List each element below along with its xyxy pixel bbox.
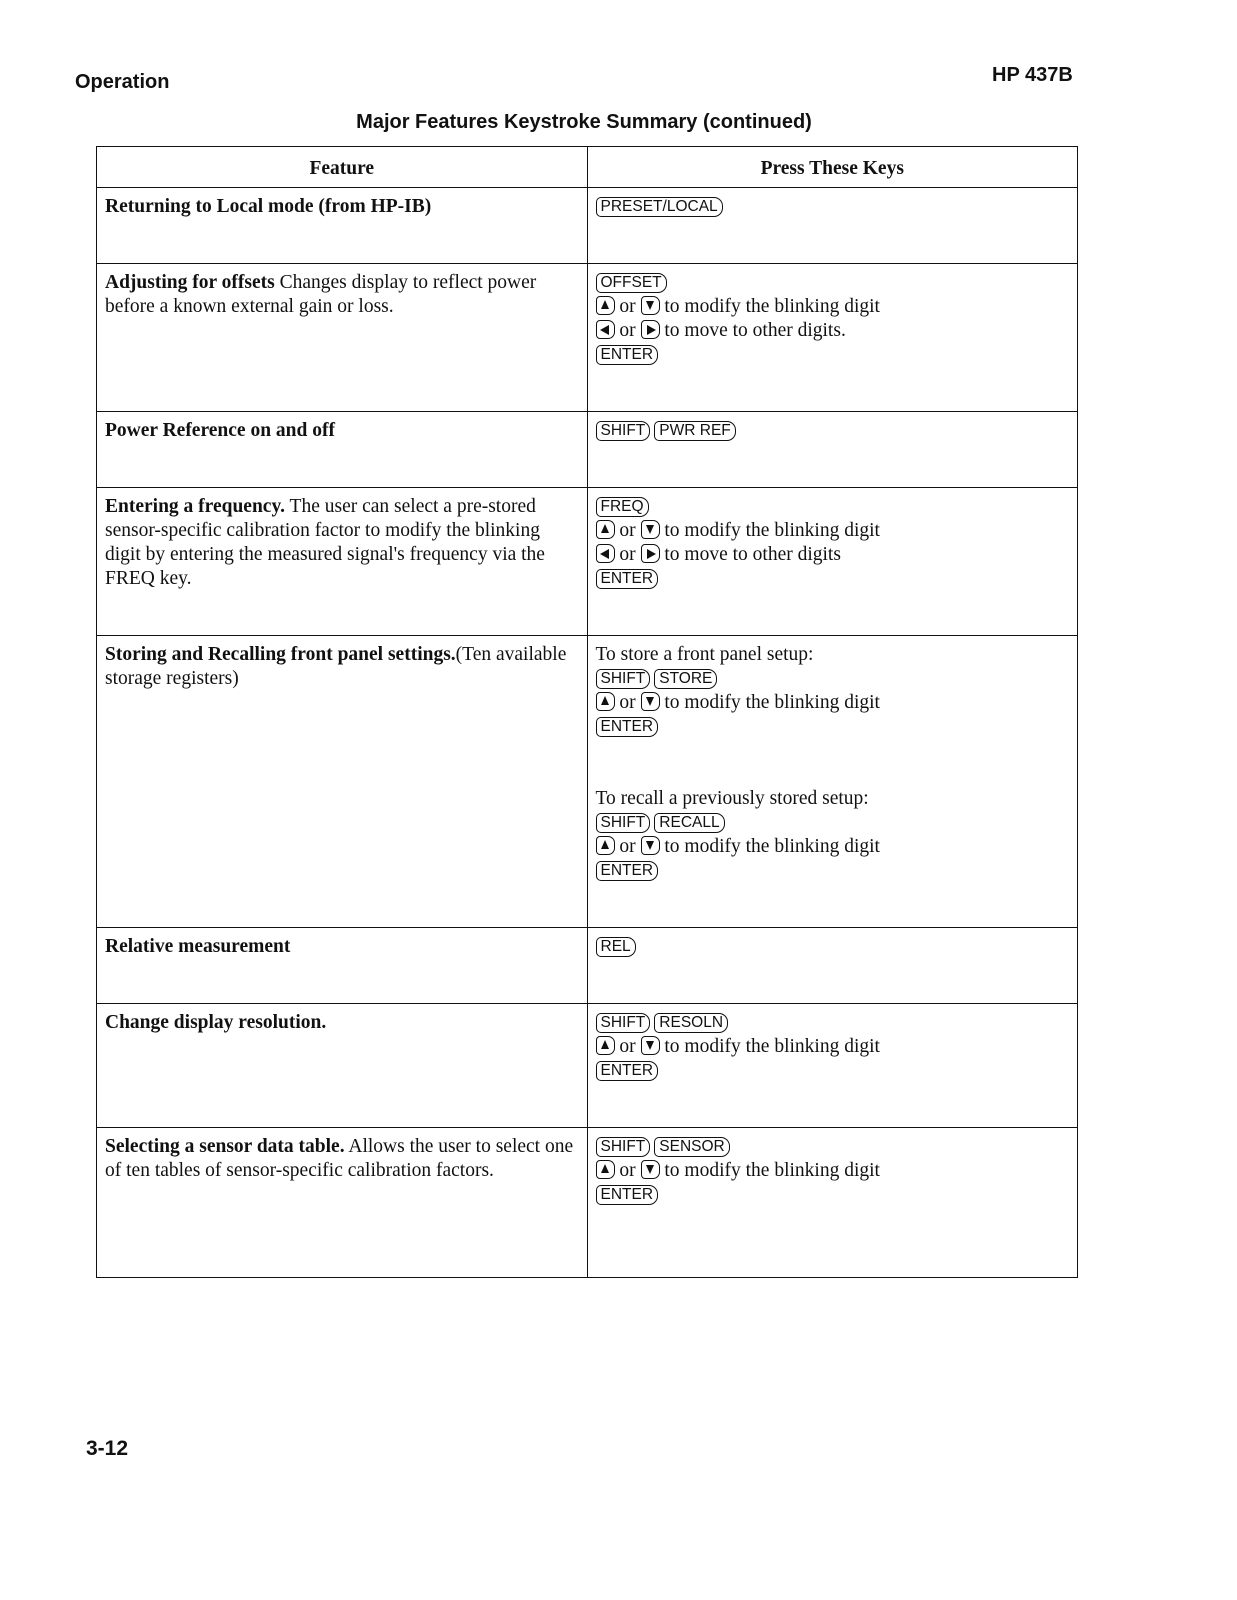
page-title: Major Features Keystroke Summary (continued) <box>356 111 812 133</box>
recall-intro: To recall a previously stored setup: <box>595 788 869 809</box>
feature-name: Power Reference on and off <box>105 420 335 441</box>
feature-name: Change display resolution. <box>105 1012 327 1033</box>
feature-name: Adjusting for offsets <box>105 272 275 293</box>
table-header-row <box>97 147 1078 188</box>
feature-description: Allows the user to select one of ten tables of sensor-specific calibration factors. <box>105 1136 574 1181</box>
instruction-text: to modify the blinking digit <box>664 692 880 713</box>
feature-description: (Ten available storage registers) <box>105 644 567 689</box>
up-arrow-key-icon <box>596 520 615 539</box>
enter-key: ENTER <box>596 717 659 737</box>
down-arrow-key-icon <box>641 692 660 711</box>
feature-cell <box>97 488 588 636</box>
feature-name: Storing and Recalling front panel settings. <box>105 644 456 665</box>
feature-name: Entering a frequency. <box>105 496 286 517</box>
table-row <box>97 412 1078 488</box>
enter-key: ENTER <box>596 1061 659 1081</box>
shift-key: SHIFT <box>596 669 651 689</box>
table-row <box>97 488 1078 636</box>
offset-key: OFFSET <box>596 273 667 293</box>
shift-key: SHIFT <box>596 421 651 441</box>
freq-key: FREQ <box>596 497 649 517</box>
instruction-text: to move to other digits. <box>664 320 846 341</box>
keys-cell <box>587 636 1078 928</box>
shift-key: SHIFT <box>596 1137 651 1157</box>
or-text: or <box>619 1036 636 1057</box>
keys-cell <box>587 1128 1078 1278</box>
feature-description: The user can select a pre-stored sensor-specific calibration factor to modify the blinking digit by entering the measured signal's frequency via the FREQ key. <box>105 496 545 589</box>
store-intro: To store a front panel setup: <box>595 644 814 665</box>
down-arrow-key-icon <box>641 1160 660 1179</box>
table-row <box>97 1128 1078 1278</box>
instruction-text: to modify the blinking digit <box>664 836 880 857</box>
model-name: HP 437B <box>992 64 1073 86</box>
keys-cell <box>587 928 1078 1004</box>
up-arrow-key-icon <box>596 1036 615 1055</box>
or-text: or <box>619 692 636 713</box>
feature-description: Changes display to reflect power before a known external gain or loss. <box>105 272 537 317</box>
enter-key: ENTER <box>596 345 659 365</box>
or-text: or <box>619 520 636 541</box>
feature-name: Returning to Local mode (from HP-IB) <box>105 196 432 217</box>
instruction-text: to modify the blinking digit <box>664 1036 880 1057</box>
or-text: or <box>619 296 636 317</box>
keys-cell <box>587 188 1078 264</box>
section-title: Operation <box>75 71 170 93</box>
resoln-key: RESOLN <box>654 1013 728 1033</box>
enter-key: ENTER <box>596 1185 659 1205</box>
down-arrow-key-icon <box>641 296 660 315</box>
table-row <box>97 1004 1078 1128</box>
table-row <box>97 188 1078 264</box>
keys-cell <box>587 1004 1078 1128</box>
feature-cell <box>97 188 588 264</box>
up-arrow-key-icon <box>596 692 615 711</box>
up-arrow-key-icon <box>596 1160 615 1179</box>
keys-cell <box>587 264 1078 412</box>
feature-cell <box>97 1004 588 1128</box>
shift-key: SHIFT <box>596 813 651 833</box>
enter-key: ENTER <box>596 569 659 589</box>
table-row <box>97 636 1078 928</box>
right-arrow-key-icon <box>641 320 660 339</box>
left-arrow-key-icon <box>596 320 615 339</box>
instruction-text: to modify the blinking digit <box>664 520 880 541</box>
feature-name: Selecting a sensor data table. <box>105 1136 345 1157</box>
instruction-text: to move to other digits <box>664 544 841 565</box>
feature-cell <box>97 264 588 412</box>
instruction-text: to modify the blinking digit <box>664 1160 880 1181</box>
instruction-text: to modify the blinking digit <box>664 296 880 317</box>
keys-cell <box>587 488 1078 636</box>
keys-column-header: Press These Keys <box>587 147 1078 188</box>
feature-name: Relative measurement <box>105 936 291 957</box>
or-text: or <box>619 1160 636 1181</box>
or-text: or <box>619 836 636 857</box>
feature-cell <box>97 636 588 928</box>
shift-key: SHIFT <box>596 1013 651 1033</box>
feature-column-header: Feature <box>97 147 588 188</box>
down-arrow-key-icon <box>641 1036 660 1055</box>
store-key: STORE <box>654 669 717 689</box>
table-row <box>97 264 1078 412</box>
table-row <box>97 928 1078 1004</box>
feature-cell <box>97 1128 588 1278</box>
page-number: 3-12 <box>86 1437 129 1460</box>
recall-key: RECALL <box>654 813 724 833</box>
right-arrow-key-icon <box>641 544 660 563</box>
or-text: or <box>619 320 636 341</box>
up-arrow-key-icon <box>596 296 615 315</box>
pwr-ref-key: PWR REF <box>654 421 735 441</box>
down-arrow-key-icon <box>641 836 660 855</box>
preset-local-key: PRESET/LOCAL <box>596 197 723 217</box>
feature-cell <box>97 412 588 488</box>
sensor-key: SENSOR <box>654 1137 729 1157</box>
or-text: or <box>619 544 636 565</box>
enter-key: ENTER <box>596 861 659 881</box>
left-arrow-key-icon <box>596 544 615 563</box>
feature-cell <box>97 928 588 1004</box>
rel-key: REL <box>596 937 636 957</box>
up-arrow-key-icon <box>596 836 615 855</box>
down-arrow-key-icon <box>641 520 660 539</box>
keystroke-summary-table <box>96 146 1078 1278</box>
keys-cell <box>587 412 1078 488</box>
